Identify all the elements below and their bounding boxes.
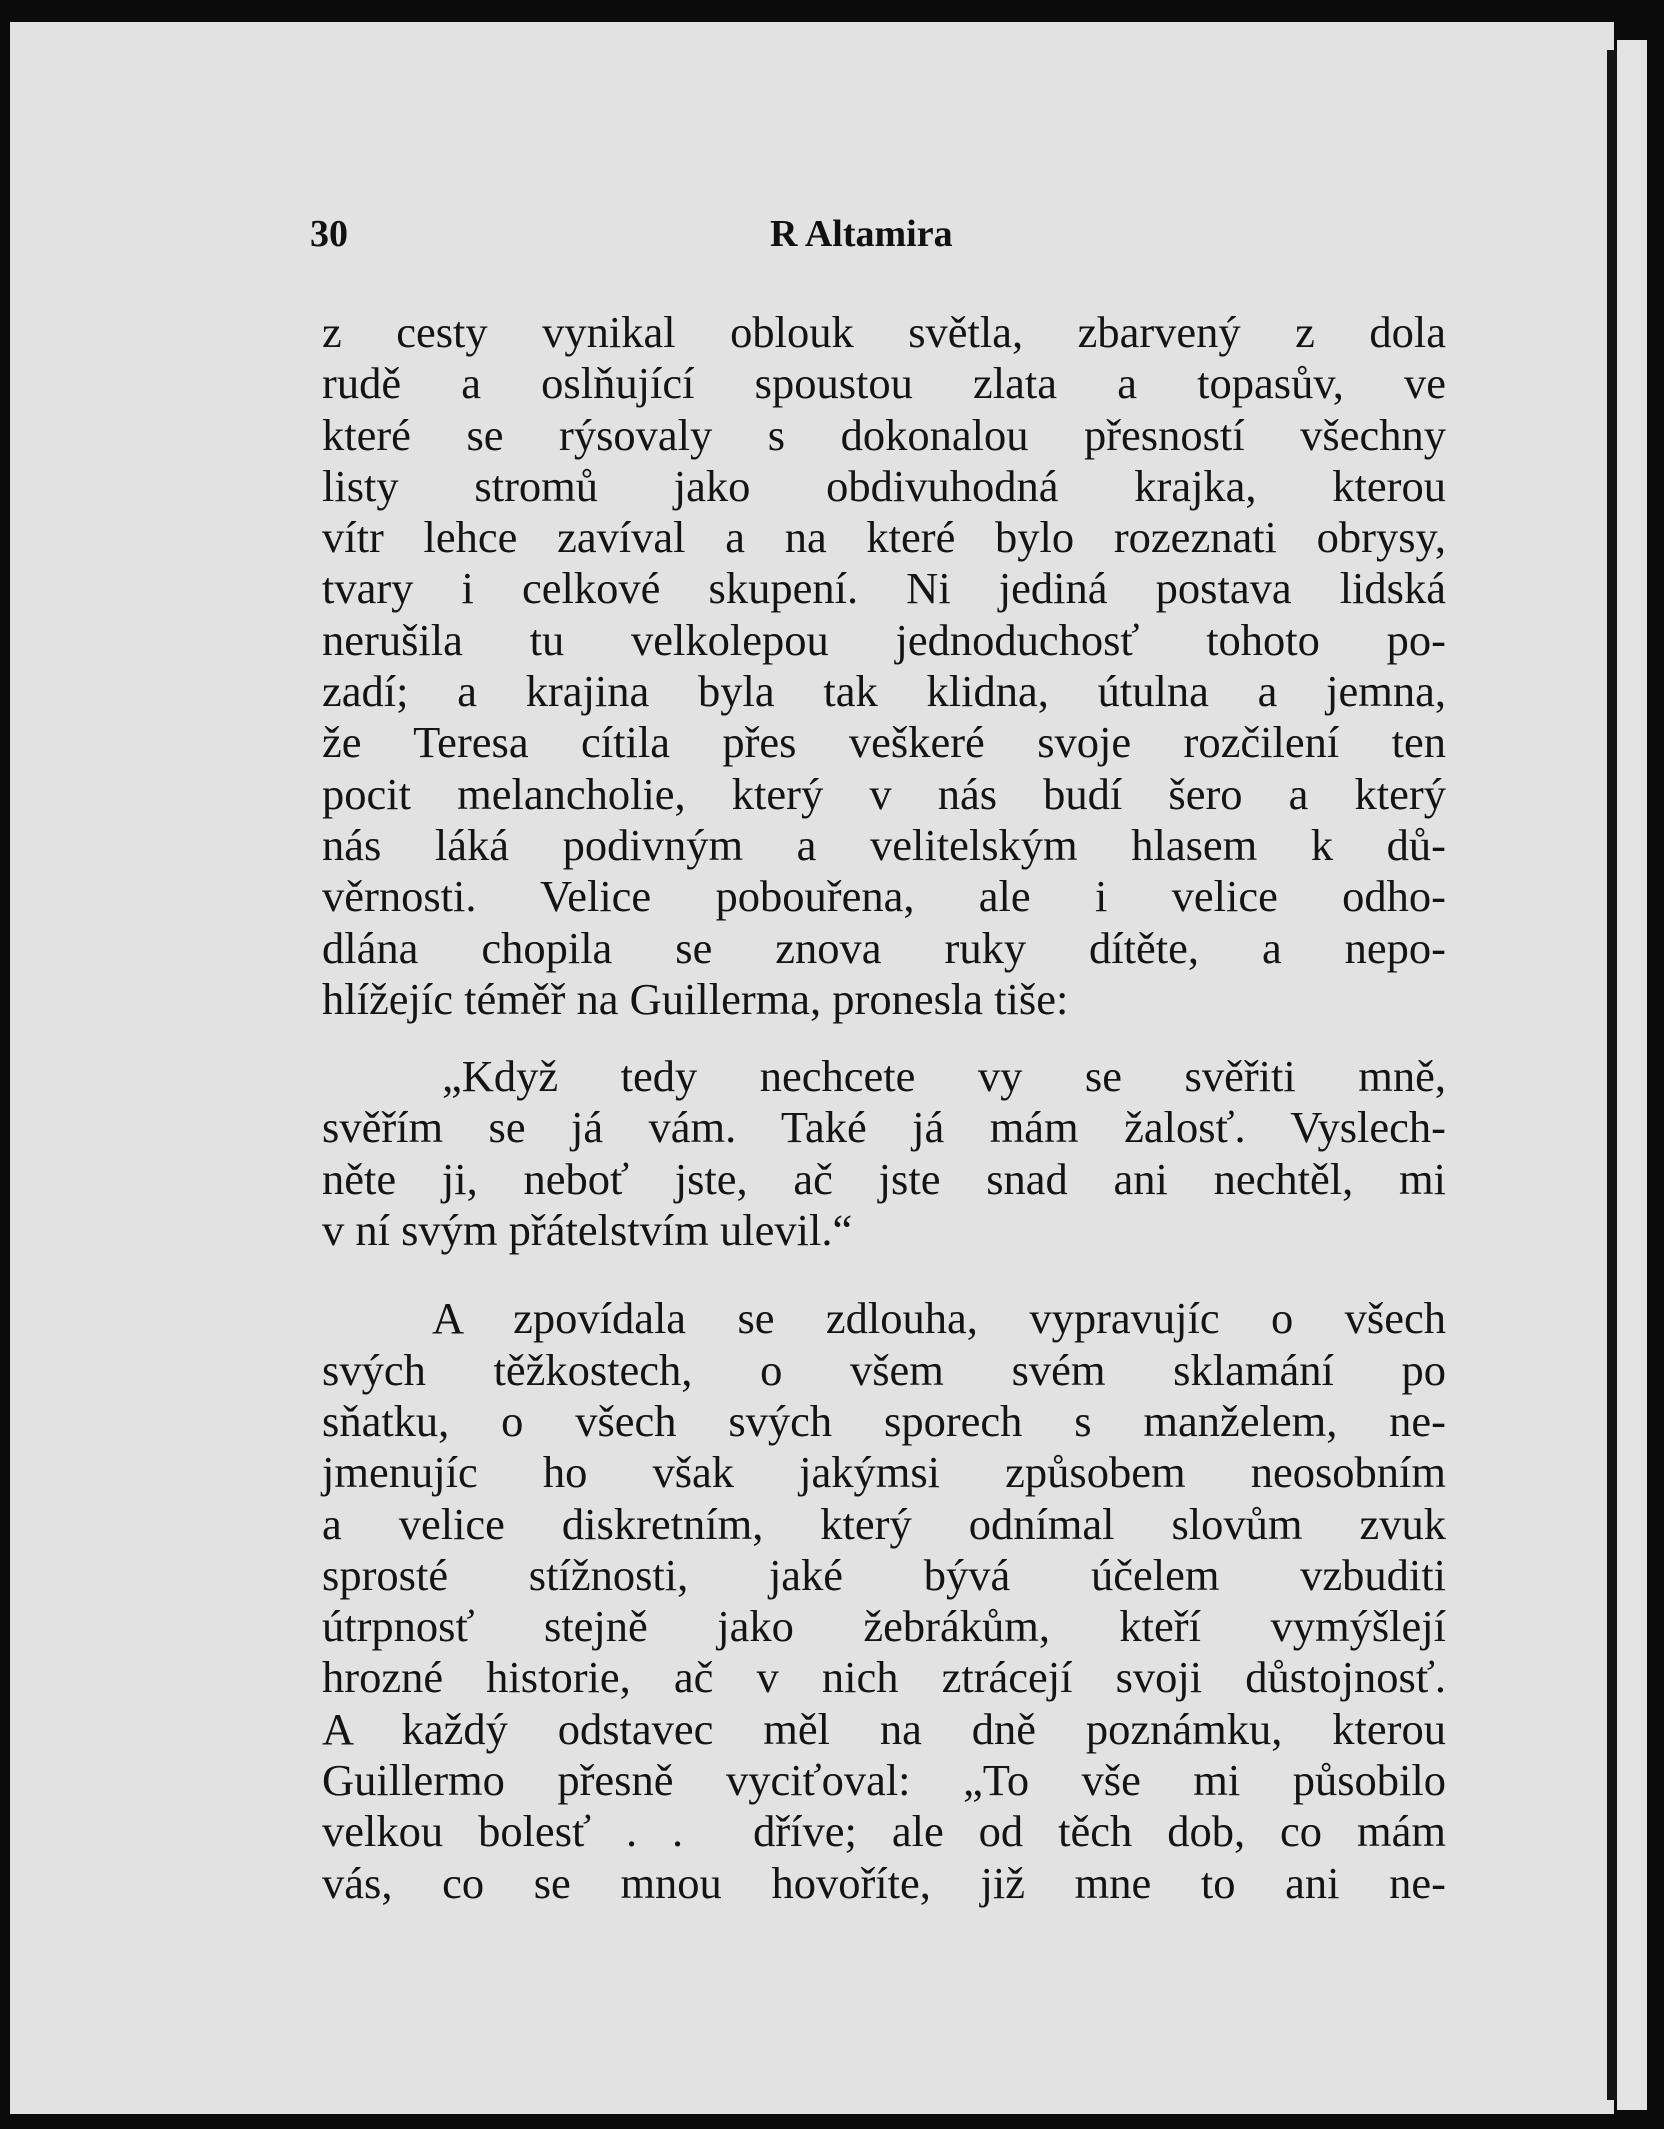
page-header [310, 190, 1490, 260]
text-line: nás láká podivným a velitelským hlasem k dů- [322, 819, 1446, 870]
text-line: vítr lehce zavíval a na které bylo rozeznati obrysy, [322, 512, 1446, 563]
text-line: A každý odstavec měl na dně poznámku, kterou [322, 1703, 1446, 1754]
text-line: hrozné historie, ač v nich ztrácejí svoji důstojnosť. [322, 1652, 1446, 1703]
text-line: dlána chopila se znova ruky dítěte, a nepo- [322, 922, 1446, 973]
text-line: zadí; a krajina byla tak klidna, útulna a jemna, [322, 666, 1446, 717]
text-line: svých těžkostech, o všem svém sklamání po [322, 1344, 1446, 1395]
text-line: pocit melancholie, který v nás budí šero a který [322, 768, 1446, 819]
paragraph-gap [322, 1256, 1446, 1293]
next-page-edge [1617, 40, 1647, 2110]
paragraph-gap [322, 1025, 1446, 1051]
text-line: něte ji, neboť jste, ač jste snad ani nechtěl, mi [322, 1153, 1446, 1204]
text-line: nerušila tu velkolepou jednoduchosť tohoto po- [322, 614, 1446, 665]
text-line: velkou bolesť . . dříve; ale od těch dob, co mám [322, 1806, 1446, 1857]
text-line: svěřím se já vám. Také já mám žalosť. Vyslech- [322, 1102, 1446, 1153]
text-line: věrnosti. Velice pobouřena, ale i velice odho- [322, 871, 1446, 922]
text-line: v ní svým přátelstvím ulevil.“ [322, 1205, 853, 1256]
text-line: A zpovídala se zdlouha, vypravujíc o všech [432, 1293, 1446, 1344]
text-line: hlížejíc téměř na Guillerma, pronesla tiše: [322, 973, 1069, 1024]
page-number: 30 [310, 213, 348, 255]
text-line: jmenujíc ho však jakýmsi způsobem neosobním [322, 1447, 1446, 1498]
text-line: sprosté stížnosti, jaké bývá účelem vzbuditi [322, 1549, 1446, 1600]
text-line: z cesty vynikal oblouk světla, zbarvený z dola [322, 307, 1446, 357]
text-line: vás, co se mnou hovoříte, již mne to ani ne- [322, 1857, 1446, 1908]
running-title: R Altamira [770, 213, 953, 255]
text-line: rudě a oslňující spoustou zlata a topasův, ve [322, 358, 1446, 409]
body-text [322, 307, 1446, 1909]
book-page [10, 22, 1614, 2114]
text-line: listy stromů jako obdivuhodná krajka, kterou [322, 460, 1446, 511]
text-line: a velice diskretním, který odnímal slovům zvuk [322, 1498, 1446, 1549]
text-line: sňatku, o všech svých sporech s manželem, ne- [322, 1395, 1446, 1446]
text-line: tvary i celkové skupení. Ni jediná postava lidská [322, 563, 1446, 614]
text-line: „Když tedy nechcete vy se svěřiti mně, [442, 1051, 1446, 1102]
text-line: které se rýsovaly s dokonalou přesností všechny [322, 409, 1446, 460]
text-line: Guillermo přesně vyciťoval: „To vše mi působilo [322, 1755, 1446, 1806]
text-line: útrpnosť stejně jako žebrákům, kteří vymýšlejí [322, 1601, 1446, 1652]
text-line: že Teresa cítila přes veškeré svoje rozčilení ten [322, 717, 1446, 768]
page-edge-shadow [1607, 50, 1617, 2100]
